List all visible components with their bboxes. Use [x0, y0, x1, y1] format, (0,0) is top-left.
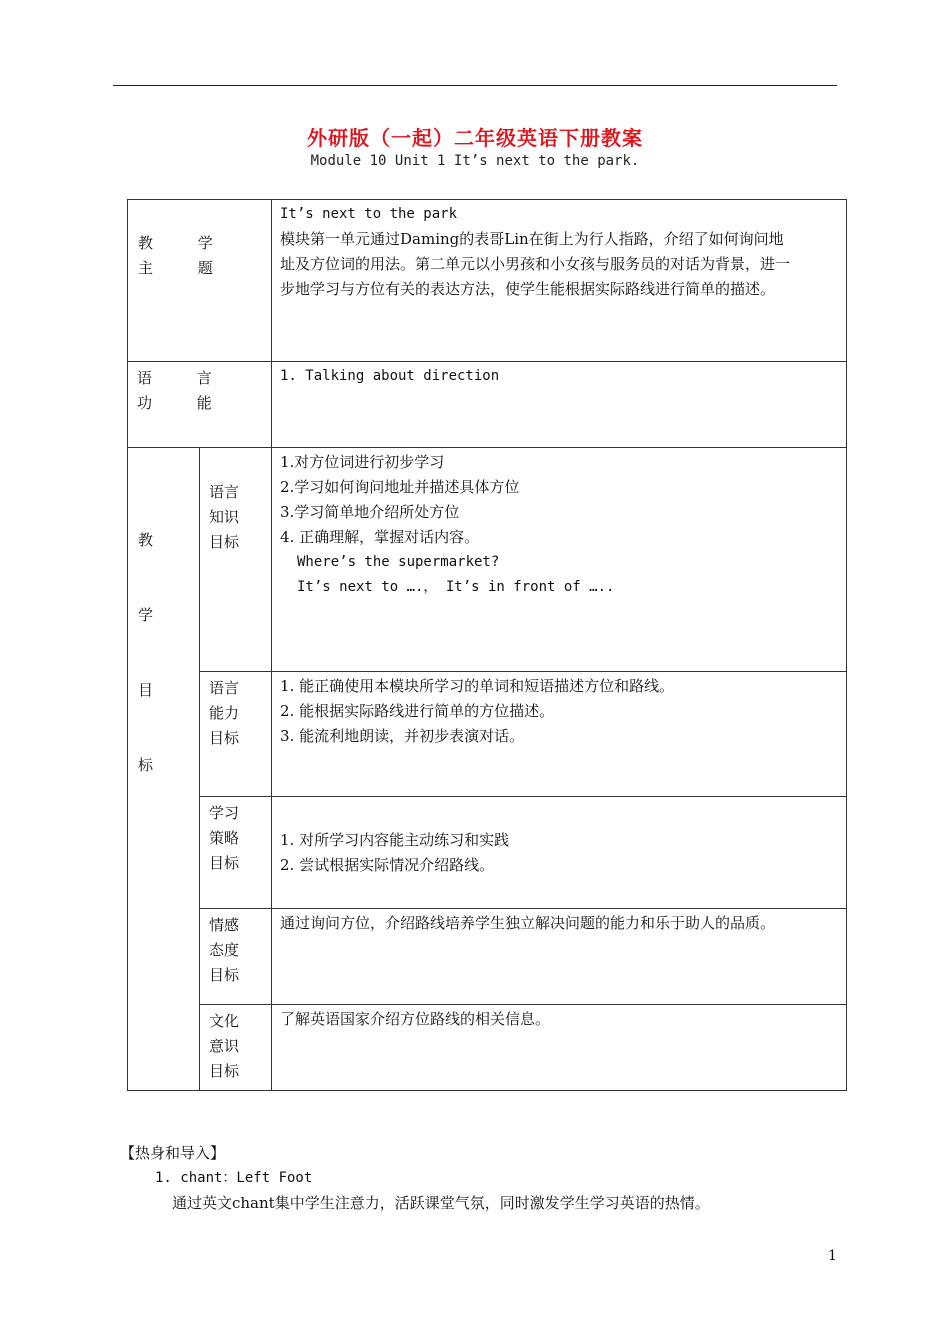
- knowledge-item-3: 3.学习简单地介绍所处方位: [280, 503, 460, 521]
- emotion-label-2: 态度: [209, 941, 240, 959]
- function-content-cell: [272, 362, 847, 448]
- emotion-label-cell: [200, 909, 272, 1005]
- topic-desc-line2: 址及方位词的用法。第二单元以小男孩和小女孩与服务员的对话为背景，进一: [280, 255, 791, 273]
- function-item: 1. Talking about direction: [280, 368, 500, 384]
- culture-label-3: 目标: [209, 1062, 240, 1080]
- strategy-item-2: 2. 尝试根据实际情况介绍路线。: [280, 856, 495, 874]
- strategy-label-2: 策略: [209, 829, 240, 847]
- knowledge-example-2: It’s next to ….， It’s in front of …..: [297, 579, 615, 595]
- strategy-content-cell: [272, 797, 847, 909]
- function-label-line1: 语 言: [137, 369, 232, 387]
- ability-item-1: 1. 能正确使用本模块所学习的单词和短语描述方位和路线。: [280, 677, 675, 695]
- knowledge-row: [128, 448, 847, 672]
- topic-content-cell: [272, 200, 847, 362]
- emotion-label-1: 情感: [209, 916, 240, 934]
- topic-desc-line3: 步地学习与方位有关的表达方法，使学生能根据实际路线进行简单的描述。: [280, 280, 776, 298]
- knowledge-label-3: 目标: [209, 533, 240, 551]
- page-number: 1: [828, 1248, 837, 1264]
- page-subtitle: Module 10 Unit 1 It’s next to the park.: [310, 153, 640, 169]
- emotion-label-3: 目标: [209, 966, 240, 984]
- strategy-row: [128, 797, 847, 909]
- strategy-label-cell: [200, 797, 272, 909]
- warmup-heading: 【热身和导入】: [120, 1144, 226, 1162]
- topic-label-line1: 教 学: [138, 234, 233, 252]
- culture-content-cell: [272, 1005, 847, 1091]
- knowledge-label-2: 知识: [209, 508, 240, 526]
- knowledge-item-4: 4. 正确理解，掌握对话内容。: [280, 528, 480, 546]
- goals-char-3: 目: [138, 681, 154, 699]
- strategy-label-1: 学习: [209, 804, 240, 822]
- knowledge-content-cell: [272, 448, 847, 672]
- ability-item-3: 3. 能流利地朗读，并初步表演对话。: [280, 727, 525, 745]
- ability-content-cell: [272, 672, 847, 797]
- header-rule: [113, 85, 837, 86]
- function-row: [128, 362, 847, 448]
- topic-row: [128, 200, 847, 362]
- culture-item-1: 了解英语国家介绍方位路线的相关信息。: [280, 1010, 551, 1028]
- strategy-label-3: 目标: [209, 854, 240, 872]
- culture-label-cell: [200, 1005, 272, 1091]
- topic-label-cell: [128, 200, 272, 362]
- emotion-row: [128, 909, 847, 1005]
- function-label-line2: 功 能: [137, 394, 232, 412]
- ability-row: [128, 672, 847, 797]
- goals-char-1: 教: [138, 531, 154, 549]
- warmup-item: 1. chant：Left Foot: [155, 1170, 313, 1186]
- goals-char-4: 标: [138, 756, 154, 774]
- strategy-item-1: 1. 对所学习内容能主动练习和实践: [280, 831, 510, 849]
- ability-label-3: 目标: [209, 729, 240, 747]
- culture-label-1: 文化: [209, 1012, 240, 1030]
- page-title: 外研版（一起）二年级英语下册教案: [307, 126, 643, 150]
- topic-english-title: It’s next to the park: [280, 206, 458, 222]
- knowledge-label-1: 语言: [209, 483, 240, 501]
- ability-label-cell: [200, 672, 272, 797]
- topic-desc-line1: 模块第一单元通过Daming的表哥Lin在街上为行人指路，介绍了如何询问地: [280, 230, 784, 248]
- culture-row: [128, 1005, 847, 1091]
- knowledge-item-2: 2.学习如何询问地址并描述具体方位: [280, 478, 520, 496]
- knowledge-label-cell: [200, 448, 272, 672]
- topic-label-line2: 主 题: [138, 259, 233, 277]
- ability-label-2: 能力: [209, 704, 240, 722]
- emotion-content-cell: [272, 909, 847, 1005]
- goals-vertical-label: [128, 448, 200, 1091]
- emotion-item-1: 通过询问方位，介绍路线培养学生独立解决问题的能力和乐于助人的品质。: [280, 914, 776, 932]
- knowledge-example-1: Where’s the supermarket?: [297, 554, 500, 570]
- culture-label-2: 意识: [209, 1037, 240, 1055]
- lesson-plan-table: [127, 199, 847, 1091]
- goals-char-2: 学: [138, 606, 154, 624]
- ability-label-1: 语言: [209, 679, 240, 697]
- function-label-cell: [128, 362, 272, 448]
- knowledge-item-1: 1.对方位词进行初步学习: [280, 453, 445, 471]
- ability-item-2: 2. 能根据实际路线进行简单的方位描述。: [280, 702, 555, 720]
- warmup-body: 通过英文chant集中学生注意力，活跃课堂气氛，同时激发学生学习英语的热情。: [172, 1194, 710, 1212]
